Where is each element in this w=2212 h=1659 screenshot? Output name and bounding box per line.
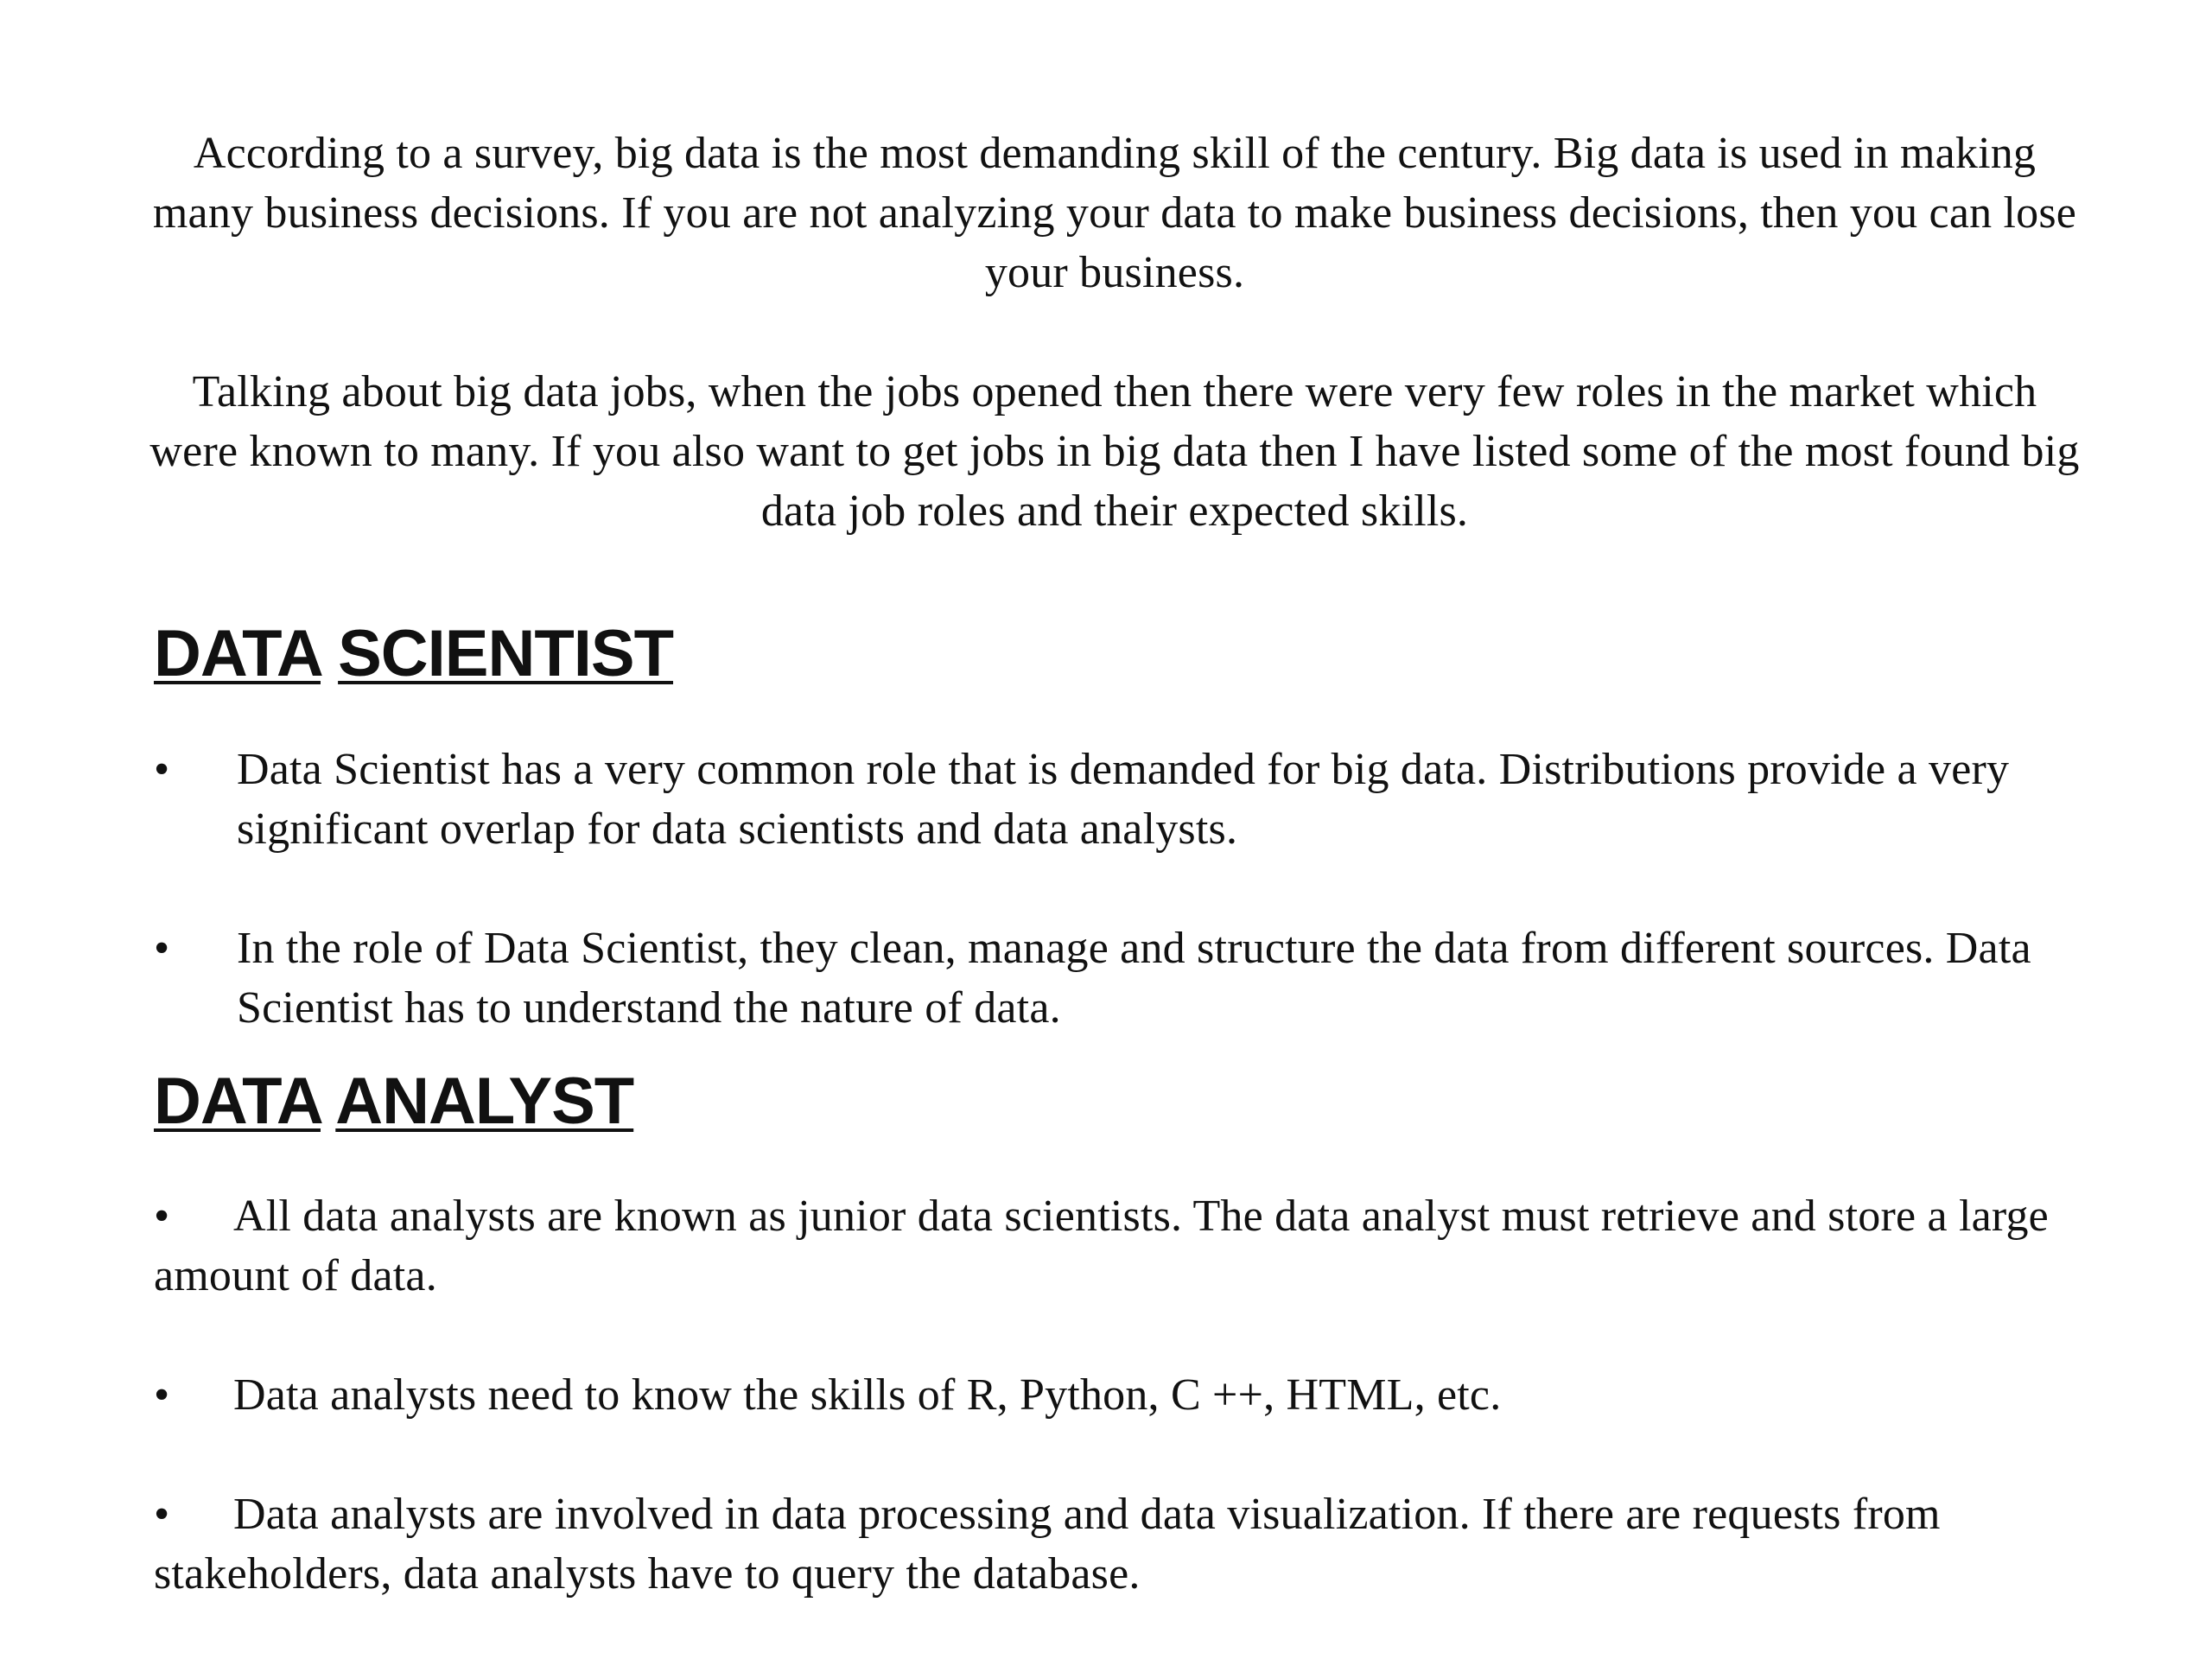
- list-item-text: Data Scientist has a very common role that is demanded for big data. Distributions provide a very significant overlap for data scientists and data analysts.: [237, 745, 2010, 854]
- list-item: [154, 918, 2167, 1038]
- section-heading-data-analyst: [154, 1063, 633, 1141]
- heading-word: DATA: [154, 1065, 321, 1138]
- list-item: [154, 1484, 2167, 1604]
- list-item-text: Data analysts are involved in data processing and data visualization. If there are requests from stakeholders, data analysts have to query the database.: [154, 1490, 1941, 1599]
- list-item: [154, 740, 2167, 859]
- list-item: [154, 1186, 2167, 1306]
- list-item-text: In the role of Data Scientist, they clean, manage and structure the data from different sources. Data Scientist has to understand the nature of data.: [237, 924, 2031, 1033]
- bullet-icon: •: [154, 1490, 170, 1539]
- list-item-text: Data analysts need to know the skills of R, Python, C ++, HTML, etc.: [233, 1370, 1502, 1420]
- section-heading-data-scientist: [154, 615, 673, 693]
- heading-word: ANALYST: [335, 1065, 634, 1138]
- list-item-text: All data analysts are known as junior data scientists. The data analyst must retrieve and store a large amount of data.: [154, 1192, 2049, 1300]
- bullet-icon: •: [154, 1192, 170, 1241]
- intro-paragraph-1: According to a survey, big data is the most demanding skill of the century. Big data is used in making many business decisions. If you are not analyzing your data to make business decisions, then you can lose your business.: [152, 129, 2077, 297]
- bullet-icon: •: [154, 745, 170, 794]
- list-item: [154, 1365, 2167, 1425]
- bullet-icon: •: [154, 924, 170, 973]
- bullet-icon: •: [154, 1370, 170, 1420]
- intro-paragraph-2: Talking about big data jobs, when the jobs opened then there were very few roles in the market which were known to many. If you also want to get jobs in big data then I have listed some of the most found big data job roles and their expected skills.: [149, 367, 2080, 536]
- heading-word: SCIENTIST: [338, 617, 674, 690]
- heading-word: DATA: [154, 617, 321, 690]
